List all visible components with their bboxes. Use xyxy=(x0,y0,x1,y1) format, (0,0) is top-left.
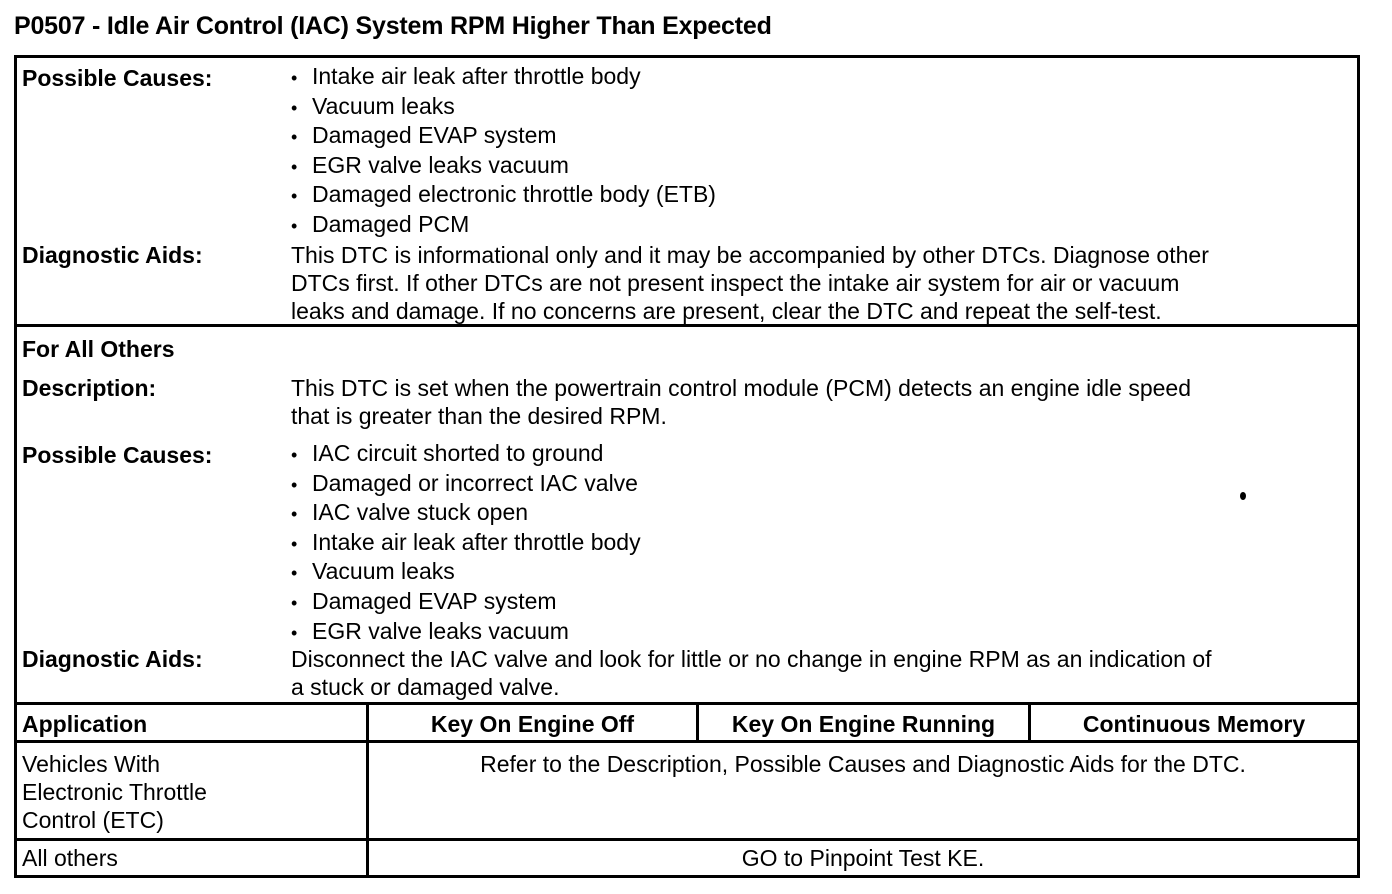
text-line: a stuck or damaged valve. xyxy=(291,674,560,700)
column-header-application: Application xyxy=(22,711,148,737)
possible-causes-list xyxy=(291,63,716,241)
column-header-key-on-engine-running: Key On Engine Running xyxy=(731,711,996,737)
text-line: This DTC is informational only and it may be accompanied by other DTCs. Diagnose other xyxy=(291,242,1209,268)
description-label: Description: xyxy=(22,375,157,401)
list-item: • EGR valve leaks vacuum xyxy=(291,618,641,648)
list-item: • Damaged electronic throttle body (ETB) xyxy=(291,181,716,211)
text-line: Disconnect the IAC valve and look for little or no change in engine RPM as an indication of xyxy=(291,646,1212,672)
list-item: • Vacuum leaks xyxy=(291,558,641,588)
text-line: leaks and damage. If no concerns are present, clear the DTC and repeat the self-test. xyxy=(291,298,1162,324)
column-header-continuous-memory: Continuous Memory xyxy=(1082,711,1306,737)
text-line: Control (ETC) xyxy=(22,807,164,833)
table-row-action: Refer to the Description, Possible Causes and Diagnostic Aids for the DTC. xyxy=(480,751,1246,777)
list-item: • IAC valve stuck open xyxy=(291,499,641,529)
possible-causes-label: Possible Causes: xyxy=(22,442,213,468)
text-line: Vehicles With xyxy=(22,751,161,777)
table-row-application: All others xyxy=(22,845,118,871)
list-item: • Intake air leak after throttle body xyxy=(291,529,641,559)
possible-causes-list xyxy=(291,440,641,647)
list-item: • EGR valve leaks vacuum xyxy=(291,152,716,182)
column-header-key-on-engine-off: Key On Engine Off xyxy=(430,711,635,737)
text-line: that is greater than the desired RPM. xyxy=(291,403,667,429)
diagnostic-aids-label: Diagnostic Aids: xyxy=(22,646,203,672)
list-item: • Vacuum leaks xyxy=(291,93,716,123)
diagnostic-aids-text xyxy=(291,645,1212,701)
table-row-divider xyxy=(14,838,1360,841)
list-item: • Damaged EVAP system xyxy=(291,588,641,618)
list-item: • Damaged EVAP system xyxy=(291,122,716,152)
diagnostic-aids-label: Diagnostic Aids: xyxy=(22,242,203,268)
table-row-action: GO to Pinpoint Test KE. xyxy=(741,845,985,871)
table-header-bottom-rule xyxy=(14,740,1360,743)
list-item: • Damaged or incorrect IAC valve xyxy=(291,470,641,500)
section-heading: For All Others xyxy=(22,336,175,362)
list-item: • Damaged PCM xyxy=(291,211,716,241)
scan-speck xyxy=(1240,492,1246,500)
possible-causes-label: Possible Causes: xyxy=(22,65,213,91)
page-title: P0507 - Idle Air Control (IAC) System RPM Higher Than Expected xyxy=(14,12,772,40)
text-line: Electronic Throttle xyxy=(22,779,207,805)
list-item: • Intake air leak after throttle body xyxy=(291,63,716,93)
text-line: This DTC is set when the powertrain control module (PCM) detects an engine idle speed xyxy=(291,375,1191,401)
table-row-application xyxy=(22,750,207,834)
list-item: • IAC circuit shorted to ground xyxy=(291,440,641,470)
description-text xyxy=(291,374,1191,430)
diagnostic-aids-text xyxy=(291,241,1209,325)
text-line: DTCs first. If other DTCs are not present inspect the intake air system for air or vacuum xyxy=(291,270,1180,296)
table-header-top-rule xyxy=(14,702,1360,705)
